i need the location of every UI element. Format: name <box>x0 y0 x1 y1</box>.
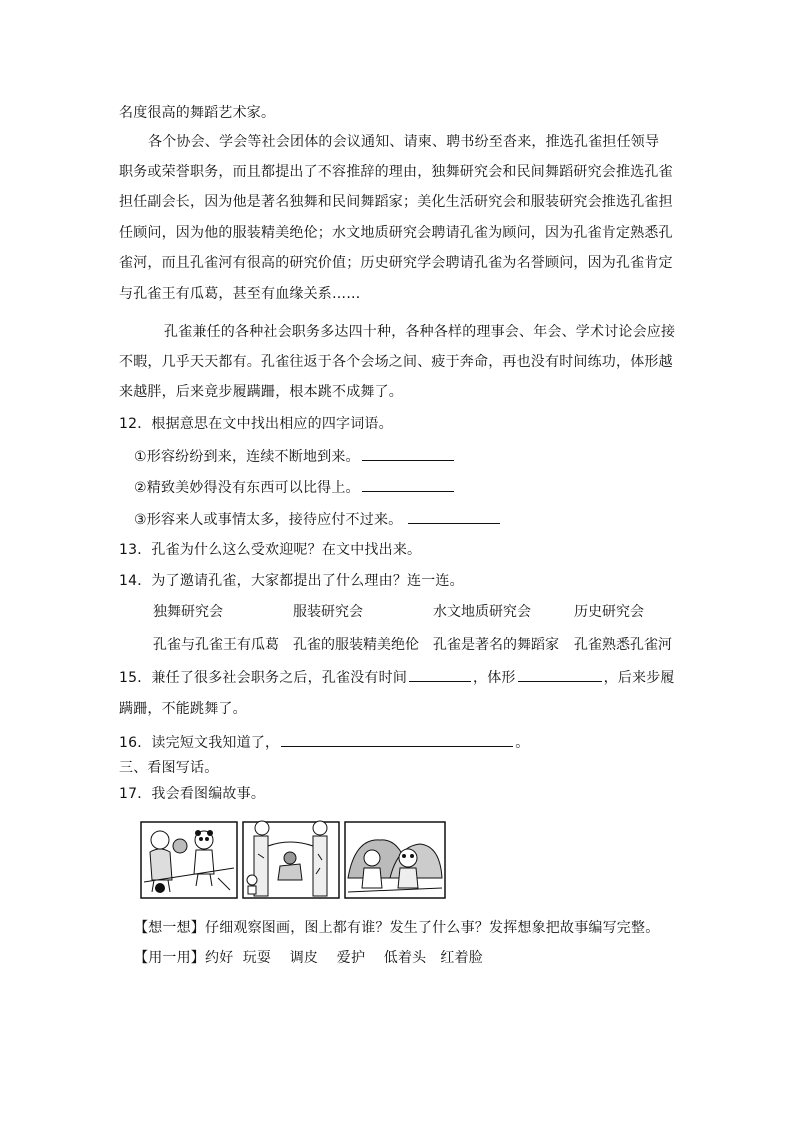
question-15-cont: 蹒跚，不能跳舞了。 <box>119 701 247 717</box>
q12-option-3 <box>134 509 502 530</box>
word-bank-word: 低着头 <box>383 950 427 966</box>
answer-blank[interactable] <box>362 477 454 492</box>
q14-left-item[interactable]: 水文地质研究会 <box>433 604 531 620</box>
word-bank-label: 【用一用】 <box>134 950 205 966</box>
passage-line: 任顾问，因为他的服装精美绝伦；水文地质研究会聘请孔雀为顾问，因为孔雀肯定熟悉孔 <box>119 225 673 241</box>
comic-panel-1 <box>141 822 237 898</box>
passage-line: 雀河，而且孔雀河有很高的研究价值；历史研究学会聘请孔雀为名誉顾问，因为孔雀肯定 <box>119 255 673 271</box>
section-3-heading: 三、看图写话。 <box>119 760 219 776</box>
passage-line: 孔雀兼任的各种社会职务多达四十种，各种各样的理事会、年会、学术讨论会应接 <box>164 324 676 340</box>
q12-option-text: ②精致美妙得没有东西可以比得上。 <box>134 480 360 496</box>
passage-line: 与孔雀王有瓜葛，甚至有血缘关系…… <box>119 286 361 302</box>
q12-option-text: ①形容纷纷到来，连续不断地到来。 <box>134 449 360 465</box>
q14-left-item[interactable]: 服装研究会 <box>293 604 363 620</box>
word-bank-word: 玩耍 <box>242 950 272 966</box>
answer-blank[interactable] <box>362 446 454 461</box>
question-12: 12．根据意思在文中找出相应的四字词语。 <box>119 416 393 432</box>
q14-left-item[interactable]: 独舞研究会 <box>153 604 223 620</box>
passage-line: 不暇，几乎天天都有。孔雀往返于各个会场之间、疲于奔命，再也没有时间练功，体形越 <box>119 354 673 370</box>
answer-blank[interactable] <box>409 667 471 682</box>
q14-left-item[interactable]: 历史研究会 <box>574 604 644 620</box>
comic-strip-image <box>140 818 446 902</box>
q12-option-2 <box>134 477 456 498</box>
answer-blank[interactable] <box>408 509 500 524</box>
think-prompt: 【想一想】仔细观察图画，图上都有谁？发生了什么事？发挥想象把故事编写完整。 <box>134 920 660 936</box>
comic-panel-2 <box>243 821 339 898</box>
passage-line: 各个协会、学会等社会团体的会议通知、请柬、聘书纷至沓来，推选孔雀担任领导 <box>148 134 660 150</box>
passage-line: 担任副会长，因为他是著名独舞和民间舞蹈家；美化生活研究会和服装研究会推选孔雀担 <box>119 194 673 210</box>
q14-right-item[interactable]: 孔雀是著名的舞蹈家 <box>433 637 559 653</box>
passage-line: 名度很高的舞蹈艺术家。 <box>119 105 276 121</box>
passage-line: 来越胖，后来竟步履蹒跚，根本跳不成舞了。 <box>119 384 403 400</box>
question-17: 17．我会看图编故事。 <box>119 786 266 802</box>
passage-line: 职务或荣誉职务，而且都提出了不容推辞的理由，独舞研究会和民间舞蹈研究会推选孔雀 <box>119 164 673 180</box>
question-16: 16．读完短文我知道了， 。 <box>119 732 529 753</box>
q14-right-item[interactable]: 孔雀熟悉孔雀河 <box>574 637 672 653</box>
word-bank-word: 约好 <box>205 950 234 966</box>
answer-blank[interactable] <box>518 667 602 682</box>
q14-right-item[interactable]: 孔雀与孔雀王有瓜葛 <box>153 637 279 653</box>
q14-right-item[interactable]: 孔雀的服装精美绝伦 <box>293 637 419 653</box>
word-bank-word: 调皮 <box>289 950 319 966</box>
comic-panel-3 <box>345 822 445 898</box>
q12-option-1 <box>134 446 456 467</box>
question-13: 13．孔雀为什么这么受欢迎呢？在文中找出来。 <box>119 542 422 558</box>
word-bank-word: 爱护 <box>336 950 366 966</box>
q12-option-text: ③形容来人或事情太多，接待应付不过来。 <box>134 512 403 528</box>
question-15: 15．兼任了很多社会职务之后，孔雀没有时间 ，体形 ，后来步履 <box>119 667 675 688</box>
answer-blank[interactable] <box>281 732 513 747</box>
question-14: 14．为了邀请孔雀，大家都提出了什么理由？连一连。 <box>119 573 464 589</box>
word-bank <box>134 948 483 968</box>
word-bank-word: 红着脸 <box>440 950 483 966</box>
